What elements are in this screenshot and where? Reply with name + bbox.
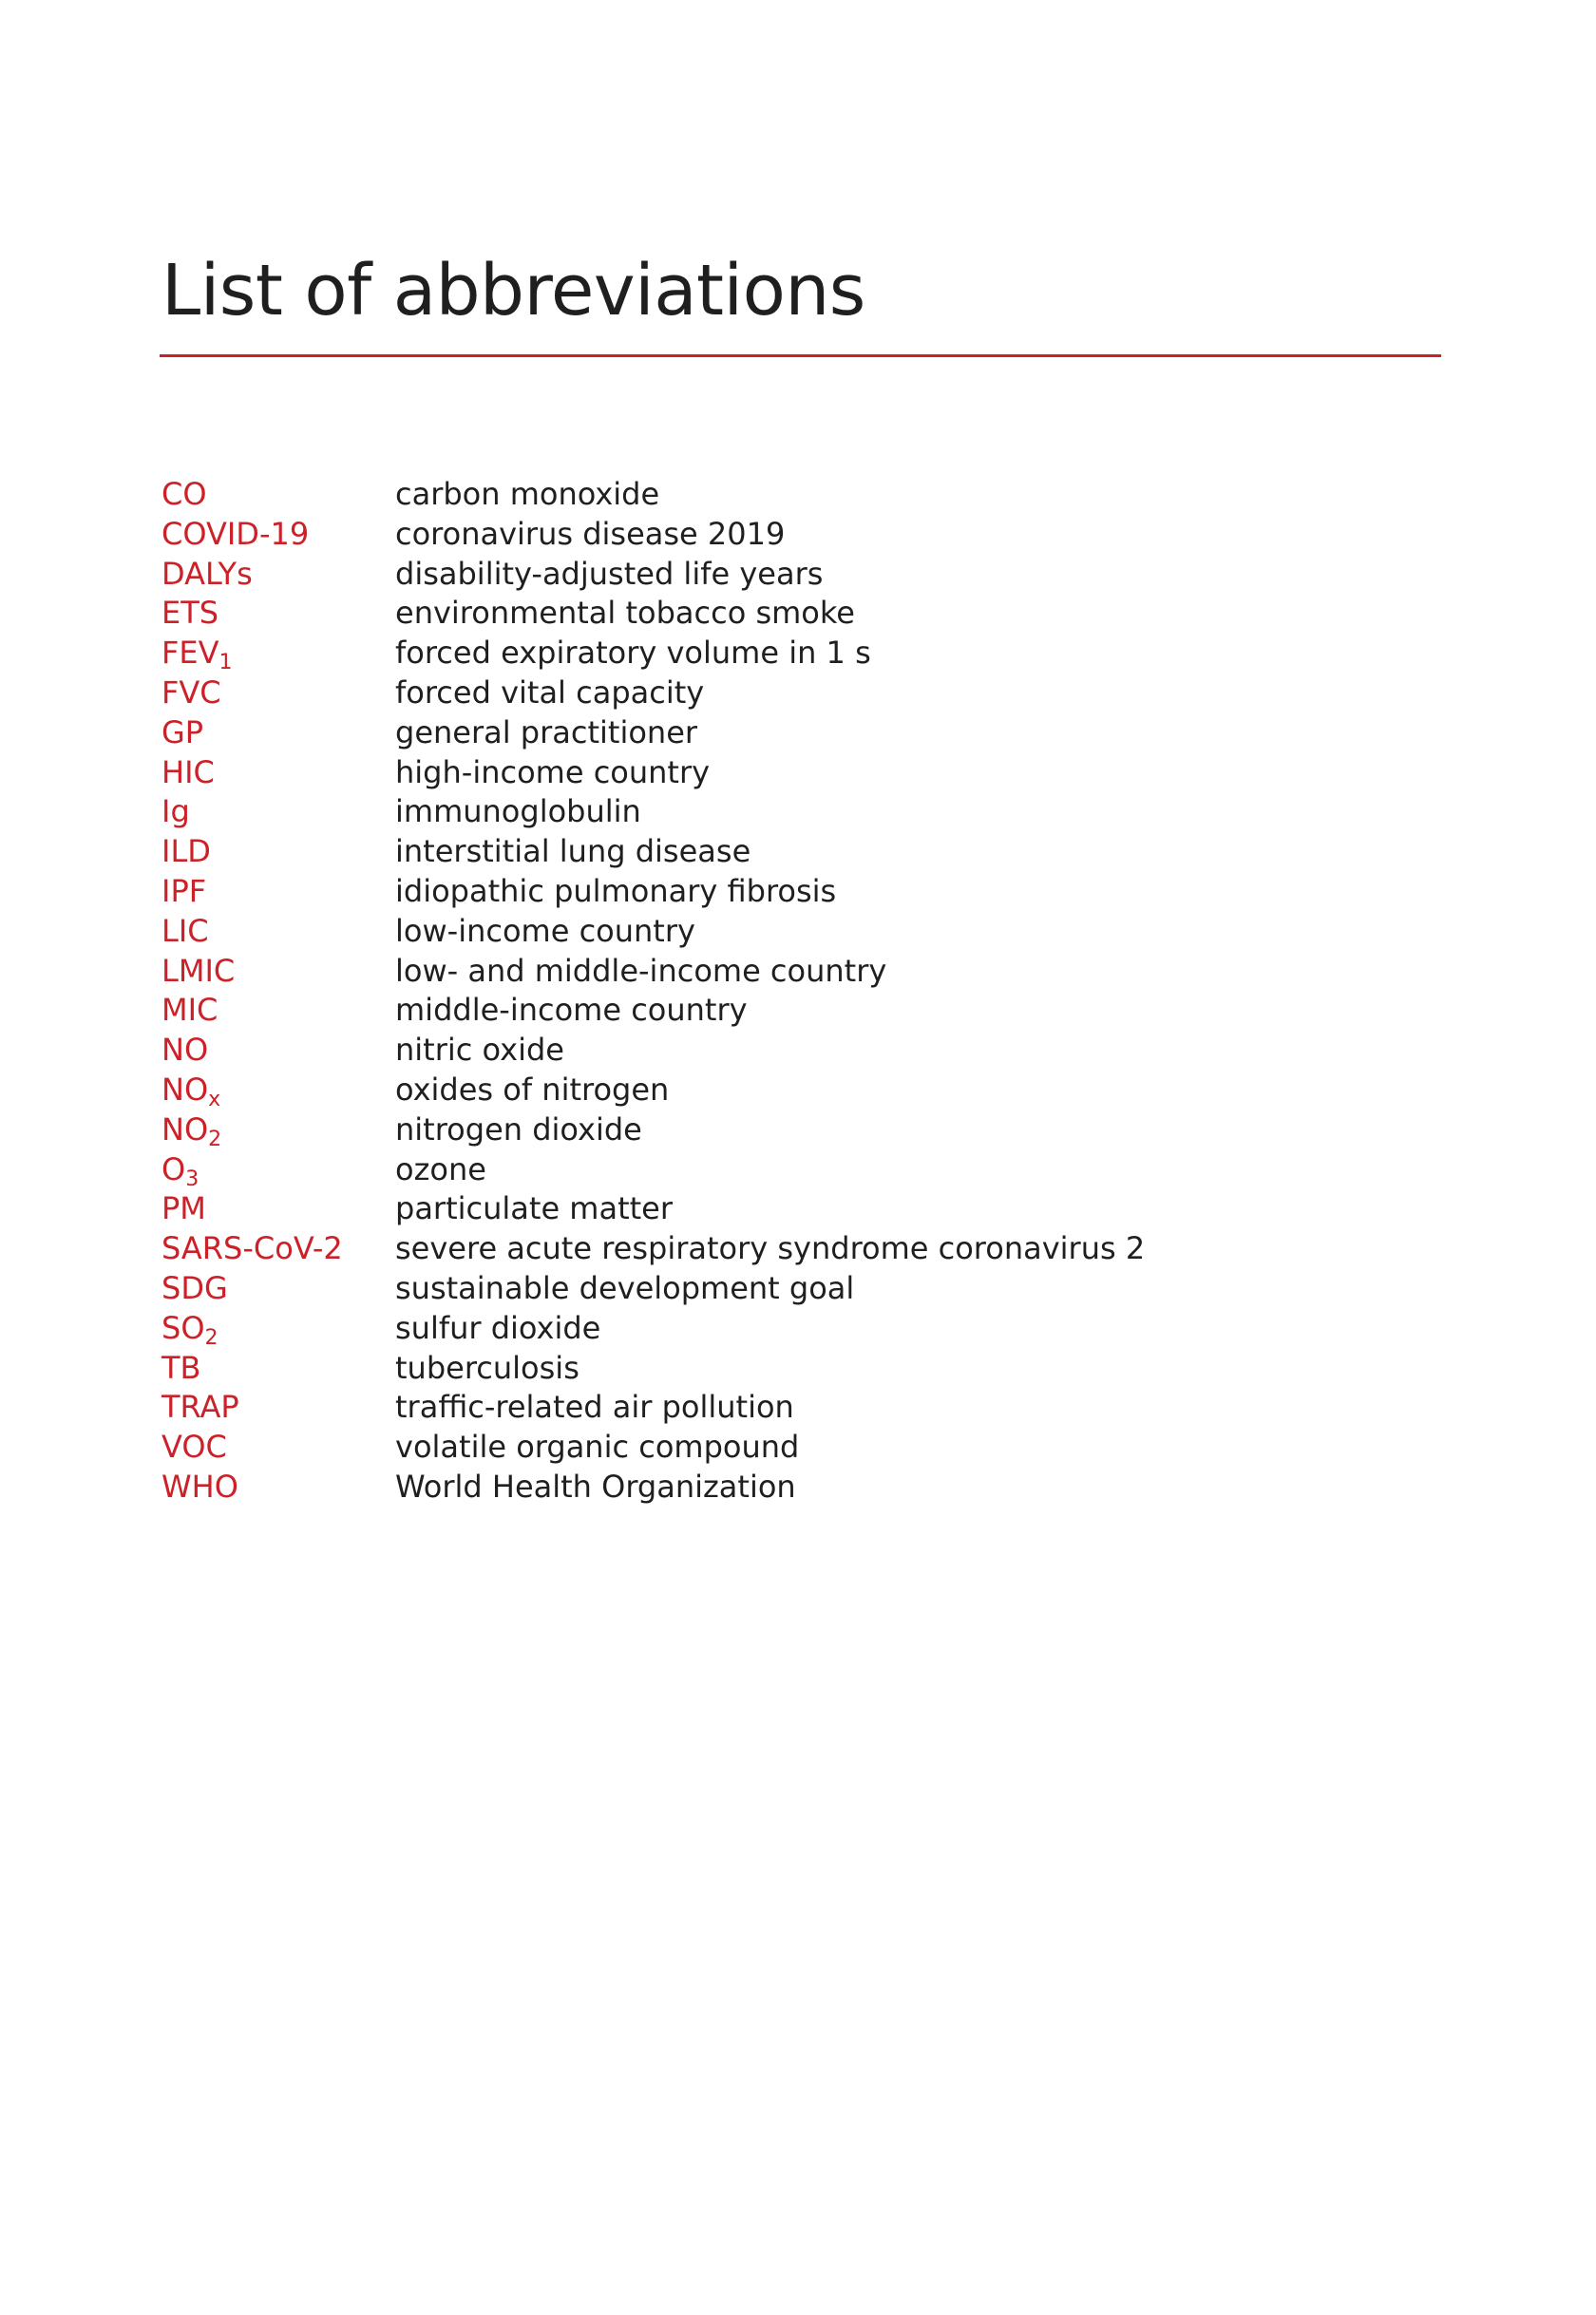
abbreviation-term-text: ILD: [162, 833, 211, 870]
abbreviation-definition: high-income country: [395, 753, 711, 790]
abbreviation-term: [162, 1071, 395, 1110]
abbreviation-definition: nitric oxide: [395, 1032, 564, 1069]
abbreviation-definition: interstitial lung disease: [395, 833, 751, 870]
abbreviation-definition: environmental tobacco smoke: [395, 595, 855, 632]
abbreviation-definition: idiopathic pulmonary fibrosis: [395, 872, 837, 909]
abbreviation-term: [162, 594, 395, 634]
abbreviation-term-text: GP: [162, 713, 204, 750]
abbreviation-row: [162, 634, 1145, 674]
abbreviation-term: [162, 753, 395, 793]
abbreviation-term-text: IPF: [162, 872, 207, 909]
abbreviation-row: [162, 674, 1145, 713]
abbreviation-term-text: TB: [162, 1349, 201, 1386]
abbreviation-term: [162, 1150, 395, 1190]
abbreviation-definition: traffic-related air pollution: [395, 1389, 794, 1426]
abbreviation-term: [162, 1388, 395, 1428]
abbreviation-term: [162, 912, 395, 952]
abbreviation-row: [162, 555, 1145, 595]
abbreviation-row: [162, 792, 1145, 832]
abbreviation-definition: immunoglobulin: [395, 793, 641, 830]
abbreviation-subscript: 3: [185, 1167, 200, 1191]
abbreviation-row: [162, 1150, 1145, 1190]
abbreviation-term-text: O: [162, 1150, 186, 1187]
abbreviation-term-text: CO: [162, 476, 207, 512]
abbreviation-term: [162, 1189, 395, 1229]
abbreviation-term: [162, 1031, 395, 1071]
abbreviation-definition: carbon monoxide: [395, 476, 660, 512]
abbreviation-definition: severe acute respiratory syndrome coronavirus 2: [395, 1230, 1146, 1267]
abbreviation-term-text: NO: [162, 1032, 209, 1069]
abbreviation-term-text: NO: [162, 1110, 209, 1148]
abbreviation-subscript: x: [208, 1087, 221, 1111]
abbreviation-row: [162, 1349, 1145, 1389]
abbreviation-row: [162, 1071, 1145, 1110]
abbreviation-row: [162, 912, 1145, 952]
abbreviation-term: [162, 952, 395, 992]
abbreviation-term: [162, 515, 395, 555]
abbreviation-subscript: 1: [218, 651, 233, 675]
abbreviation-subscript: 2: [208, 1127, 222, 1151]
abbreviation-definition: World Health Organization: [395, 1468, 796, 1505]
abbreviation-row: [162, 991, 1145, 1031]
abbreviation-row: [162, 1229, 1145, 1269]
abbreviation-row: [162, 753, 1145, 793]
abbreviation-term: [162, 792, 395, 832]
abbreviation-term-text: ETS: [162, 595, 219, 632]
abbreviation-row: [162, 1031, 1145, 1071]
abbreviation-term-text: COVID-19: [162, 515, 310, 552]
abbreviation-definition: coronavirus disease 2019: [395, 515, 786, 552]
abbreviation-definition: sulfur dioxide: [395, 1309, 601, 1346]
abbreviation-term: [162, 1428, 395, 1468]
abbreviation-definition: ozone: [395, 1150, 486, 1187]
abbreviation-row: [162, 1468, 1145, 1508]
abbreviation-definition: sustainable development goal: [395, 1269, 855, 1306]
abbreviation-term: [162, 991, 395, 1031]
abbreviation-term: [162, 872, 395, 912]
page-title: List of abbreviations: [162, 250, 865, 332]
abbreviation-term: [162, 1229, 395, 1269]
abbreviation-term-text: SARS-CoV-2: [162, 1230, 343, 1267]
abbreviation-term: [162, 832, 395, 872]
abbreviation-term: [162, 634, 395, 674]
abbreviation-term: [162, 1269, 395, 1309]
abbreviation-term-text: FEV: [162, 635, 219, 672]
abbreviation-row: [162, 1269, 1145, 1309]
abbreviation-term-text: VOC: [162, 1429, 227, 1466]
abbreviation-definition: middle-income country: [395, 992, 748, 1029]
abbreviation-row: [162, 1189, 1145, 1229]
abbreviation-term-text: FVC: [162, 674, 221, 711]
abbreviation-term-text: LIC: [162, 912, 209, 949]
abbreviation-row: [162, 952, 1145, 992]
abbreviation-definition: forced expiratory volume in 1 s: [395, 635, 871, 672]
abbreviation-term-text: DALYs: [162, 555, 253, 592]
abbreviation-term: [162, 1110, 395, 1150]
abbreviation-term-text: SDG: [162, 1269, 228, 1306]
abbreviation-row: [162, 872, 1145, 912]
abbreviation-term-text: LMIC: [162, 952, 236, 989]
abbreviation-term-text: WHO: [162, 1468, 238, 1505]
abbreviation-definition: low-income country: [395, 912, 695, 949]
abbreviation-row: [162, 1309, 1145, 1349]
abbreviation-term: [162, 475, 395, 515]
abbreviation-definition: disability-adjusted life years: [395, 555, 824, 592]
abbreviation-term: [162, 1309, 395, 1349]
abbreviation-row: [162, 1428, 1145, 1468]
abbreviation-term-text: HIC: [162, 753, 215, 790]
abbreviation-term: [162, 674, 395, 713]
abbreviation-row: [162, 1388, 1145, 1428]
abbreviation-term-text: TRAP: [162, 1389, 239, 1426]
abbreviation-definition: nitrogen dioxide: [395, 1110, 642, 1148]
abbreviation-definition: forced vital capacity: [395, 674, 705, 711]
abbreviation-term-text: Ig: [162, 793, 190, 830]
abbreviation-term: [162, 713, 395, 753]
abbreviation-row: [162, 475, 1145, 515]
abbreviation-row: [162, 594, 1145, 634]
abbreviation-definition: particulate matter: [395, 1190, 674, 1227]
abbreviation-definition: tuberculosis: [395, 1349, 580, 1386]
abbreviation-row: [162, 832, 1145, 872]
abbreviation-definition: general practitioner: [395, 713, 698, 750]
abbreviation-term-text: PM: [162, 1190, 206, 1227]
abbreviation-definition: volatile organic compound: [395, 1429, 800, 1466]
abbreviation-subscript: 2: [204, 1325, 218, 1350]
abbreviation-row: [162, 713, 1145, 753]
abbreviation-term-text: NO: [162, 1071, 209, 1108]
abbreviation-term: [162, 1468, 395, 1508]
abbreviation-term-text: MIC: [162, 992, 218, 1029]
abbreviation-definition: oxides of nitrogen: [395, 1071, 670, 1108]
abbreviation-list: [162, 475, 1145, 1508]
abbreviation-term-text: SO: [162, 1309, 205, 1346]
abbreviation-row: [162, 515, 1145, 555]
abbreviation-row: [162, 1110, 1145, 1150]
abbreviation-term: [162, 555, 395, 595]
title-divider: [160, 354, 1441, 357]
abbreviation-definition: low- and middle-income country: [395, 952, 887, 989]
abbreviation-term: [162, 1349, 395, 1389]
